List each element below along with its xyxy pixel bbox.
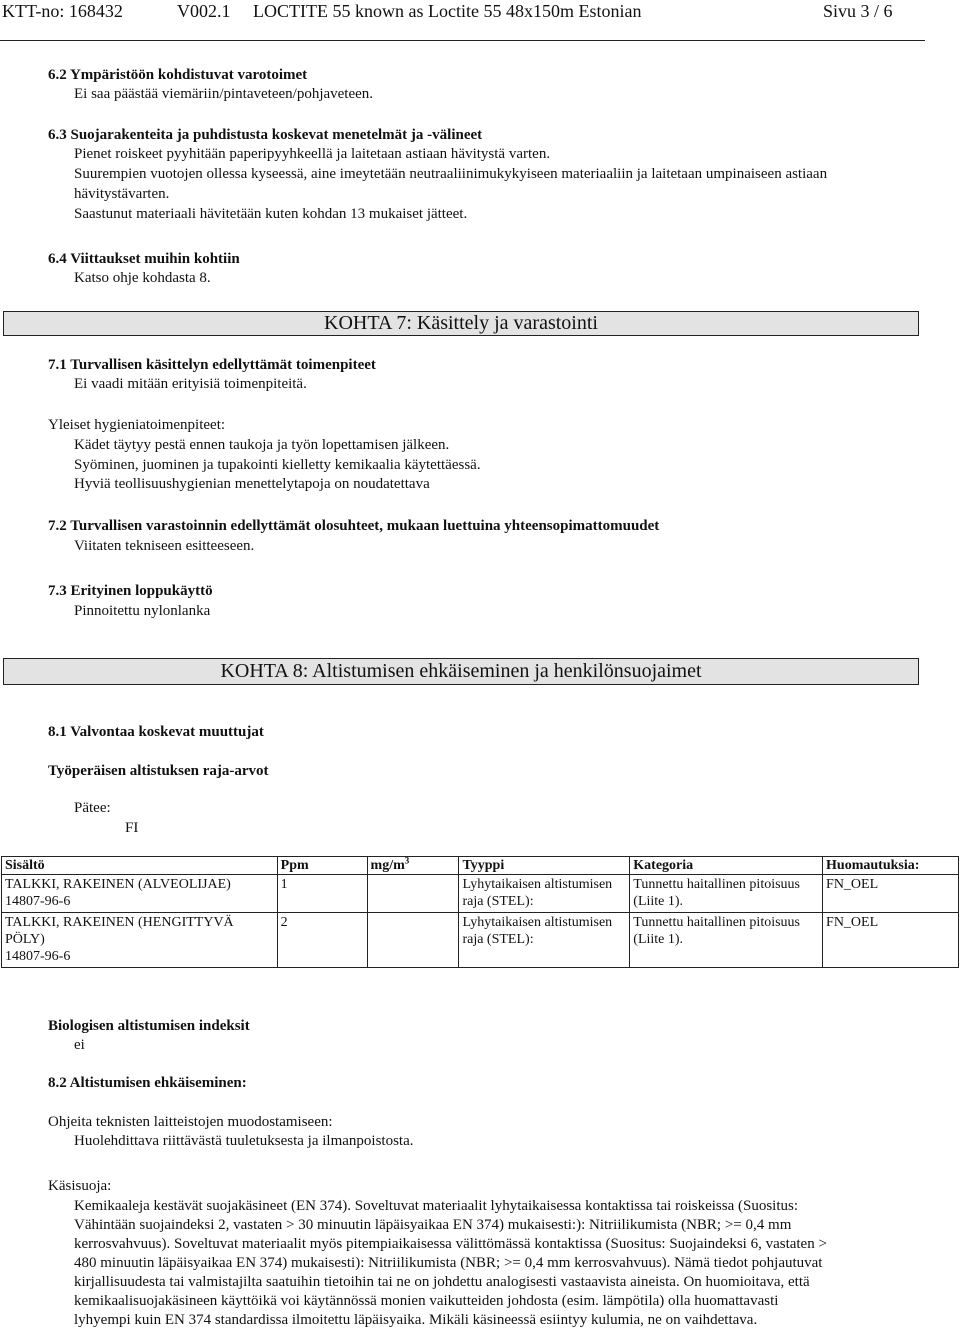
hand-protection-line-4: 480 minuutin läpäisyaikaa EN 374) mukaisesti): Nitriilikumista (NBR; >= 0,4 mm kerrosvahvuus). Nämä tiedot pohjautuvat (74, 1255, 823, 1271)
substance-cas: 14807-96-6 (5, 949, 71, 964)
substance-cas: 14807-96-6 (5, 894, 71, 909)
exposure-limits-title: Työperäisen altistuksen raja-arvot (48, 763, 269, 779)
section-7-heading: KOHTA 7: Käsittely ja varastointi (3, 311, 919, 336)
col-header-mgm3 (367, 857, 459, 875)
header-product: LOCTITE 55 known as Loctite 55 48x150m Estonian (253, 1, 642, 21)
col-header-ppm: Ppm (277, 857, 367, 875)
section-7-3-text: Pinnoitettu nylonlanka (74, 603, 211, 619)
hygiene-line-3: Hyviä teollisuushygienian menettelytapoja on noudatettava (74, 476, 430, 492)
section-7-1-text: Ei vaadi mitään erityisiä toimenpiteitä. (74, 376, 307, 392)
section-6-2-title: 6.2 Ympäristöön kohdistuvat varotoimet (48, 67, 308, 83)
col-header-category: Kategoria (630, 857, 823, 875)
substance-name: TALKKI, RAKEINEN (HENGITTYVÄ PÖLY) (5, 915, 234, 947)
section-6-3-line-4: Saastunut materiaali hävitetään kuten kohdan 13 mukaiset jätteet. (74, 206, 468, 222)
section-6-3-line-2: Suurempien vuotojen ollessa kyseessä, aine imeytetään neutraaliinimukykyiseen materiaaliin ja laitetaan umpinaiseen astiaan (74, 166, 828, 182)
cell-type: Lyhytaikaisen altistumisen raja (STEL): (459, 875, 630, 913)
col-header-mgm3-label: mg/m (370, 858, 405, 873)
section-6-4-title: 6.4 Viittaukset muihin kohtiin (48, 251, 240, 267)
substance-name: TALKKI, RAKEINEN (ALVEOLIJAE) (5, 877, 231, 892)
cell-ppm: 2 (277, 913, 367, 968)
hand-protection-line-2: Vähintään suojaindeksi 2, vastaten > 30 minuutin läpäisyaikaa EN 374) mukaisesti:): Nitriilikumista (NBR; >= 0,4 mm (74, 1217, 792, 1233)
section-6-3-title: 6.3 Suojarakenteita ja puhdistusta koskevat menetelmät ja -välineet (48, 127, 483, 143)
engineering-controls-label: Ohjeita teknisten laitteistojen muodostamiseen: (48, 1114, 333, 1130)
col-header-substance: Sisältö (2, 857, 278, 875)
table-row (2, 875, 959, 913)
exposure-limits-table (1, 856, 959, 968)
table-header-row (2, 857, 959, 875)
section-6-4-text: Katso ohje kohdasta 8. (74, 270, 211, 286)
header-version: V002.1 (177, 1, 231, 21)
hand-protection-label: Käsisuoja: (48, 1178, 112, 1194)
col-header-type: Tyyppi (459, 857, 630, 875)
cell-ppm: 1 (277, 875, 367, 913)
applies-value: FI (125, 820, 139, 836)
hygiene-line-1: Kädet täytyy pestä ennen taukoja ja työn lopettamisen jälkeen. (74, 437, 450, 453)
section-7-1-title: 7.1 Turvallisen käsittelyn edellyttämät toimenpiteet (48, 357, 376, 373)
cell-substance (2, 913, 278, 968)
cell-substance (2, 875, 278, 913)
section-8-heading: KOHTA 8: Altistumisen ehkäiseminen ja henkilönsuojaimet (3, 658, 919, 685)
bio-indices-title: Biologisen altistumisen indeksit (48, 1018, 250, 1034)
cell-mgm3 (367, 875, 459, 913)
engineering-controls-text: Huolehdittava riittävästä tuuletuksesta ja ilmanpoistosta. (74, 1133, 414, 1149)
section-6-2-text: Ei saa päästää viemäriin/pintaveteen/pohjaveteen. (74, 86, 374, 102)
header-divider (0, 40, 925, 41)
hygiene-label: Yleiset hygieniatoimenpiteet: (48, 417, 226, 433)
hand-protection-line-1: Kemikaaleja kestävät suojakäsineet (EN 374). Soveltuvat materiaalit lyhytaikaisessa kontaktissa tai roiskeissa (Suositus: (74, 1198, 798, 1214)
hand-protection-line-7: lyhyempi kuin EN 374 standardissa ilmoitettu läpäisyaika. Mikäli käsineessä esiintyy kulumia, ne on vaihdettava. (74, 1312, 758, 1328)
header-doc-id: KTT-no: 168432 (2, 1, 123, 21)
hand-protection-line-5: kirjallisuudesta tai valmistajilta saatuihin tietoihin tai ne on johdettu analogisesti vastaavista aineista. On huomioitava, että (74, 1274, 810, 1290)
applies-label: Pätee: (74, 800, 111, 816)
hand-protection-line-3: kerrosvahvuus). Soveltuvat materiaalit myös pitempiaikaisessa välittömässä kontaktissa (Suositus: Suojaindeksi 6, vastaten > (74, 1236, 827, 1252)
section-7-3-title: 7.3 Erityinen loppukäyttö (48, 583, 213, 599)
cell-mgm3 (367, 913, 459, 968)
section-7-2-title: 7.2 Turvallisen varastoinnin edellyttämät olosuhteet, mukaan luettuina yhteensopimattomuudet (48, 518, 660, 534)
cell-type: Lyhytaikaisen altistumisen raja (STEL): (459, 913, 630, 968)
section-8-2-title: 8.2 Altistumisen ehkäiseminen: (48, 1075, 247, 1091)
cell-remarks: FN_OEL (823, 913, 959, 968)
section-6-3-line-1: Pienet roiskeet pyyhitään paperipyyhkeellä ja laitetaan astiaan hävitystä varten. (74, 146, 551, 162)
cell-category: Tunnettu haitallinen pitoisuus (Liite 1). (630, 875, 823, 913)
section-6-3-line-3: hävitystävarten. (74, 186, 170, 202)
section-8-1-title: 8.1 Valvontaa koskevat muuttujat (48, 724, 264, 740)
hand-protection-line-6: kemikaalisuojakäsineen käyttöikä voi käytännössä monien vaikutteiden johdosta (esim. lämpötila) olla huomattavasti (74, 1293, 779, 1309)
hygiene-line-2: Syöminen, juominen ja tupakointi kielletty kemikaalia käytettäessä. (74, 457, 481, 473)
header-page-number: Sivu 3 / 6 (823, 1, 893, 21)
bio-indices-text: ei (74, 1037, 85, 1053)
col-header-mgm3-superscript: 3 (404, 855, 410, 866)
cell-remarks: FN_OEL (823, 875, 959, 913)
section-7-2-text: Viitaten tekniseen esitteeseen. (74, 538, 255, 554)
col-header-remarks: Huomautuksia: (823, 857, 959, 875)
table-row (2, 913, 959, 968)
cell-category: Tunnettu haitallinen pitoisuus (Liite 1). (630, 913, 823, 968)
